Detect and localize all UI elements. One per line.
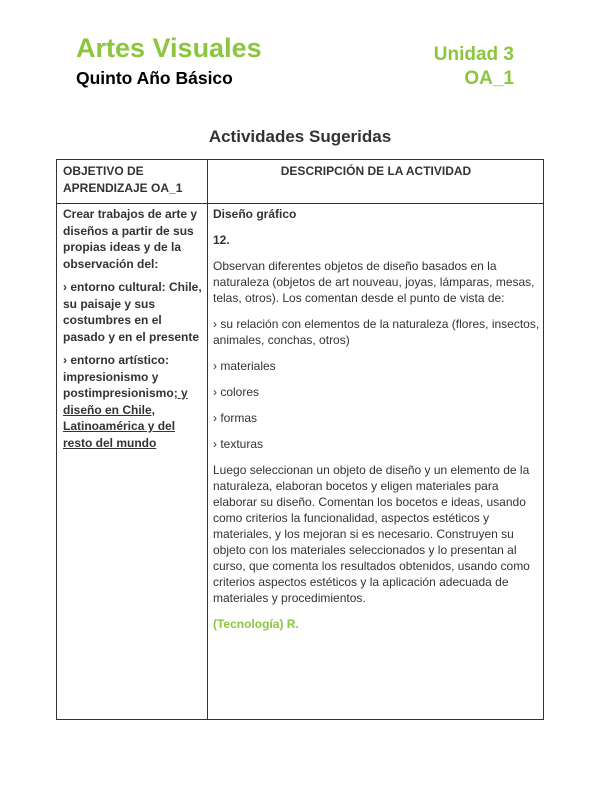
objective-artistic: [63, 352, 204, 451]
page-subtitle: Quinto Año Básico: [76, 68, 233, 88]
table-header-divider: [57, 203, 543, 204]
unit-label: Unidad 3: [433, 44, 514, 65]
objective-cell: [63, 206, 204, 458]
description-cell: [213, 206, 540, 642]
activity-point: › formas: [213, 411, 258, 425]
technology-reference: (Tecnología) R.: [213, 617, 299, 631]
activity-point: › colores: [213, 385, 260, 399]
oa-label: OA_1: [464, 68, 514, 89]
activity-conclusion: Luego seleccionan un objeto de diseño y un elemento de la naturaleza, elaboran bocetos y eligen materiales para elaborar su diseño. Comentan los bocetos e ideas, usando como criterios la funcionalidad, aspectos estéticos y materiales, y los mejoran si es necesario. Construyen su objeto con los materiales seleccionados y lo presentan al curso, que comenta los resultados obtenidos, usando como criterios aspectos estéticos y la aplicación adecuada de materiales y procedimientos.: [213, 463, 530, 605]
section-heading: Actividades Sugeridas: [208, 127, 392, 146]
activity-intro: Observan diferentes objetos de diseño basados en la naturaleza (objetos de art nouveau, joyas, lámparas, mesas, telas, otros). Los comentan desde el punto de vista de:: [213, 259, 535, 305]
objective-intro: Crear trabajos de arte y diseños a partir de sus propias ideas y de la observación del:: [63, 207, 198, 271]
activity-point: › materiales: [213, 359, 276, 373]
activity-title: Diseño gráfico: [213, 207, 297, 221]
activity-point: › texturas: [213, 437, 264, 451]
objective-cultural: › entorno cultural: Chile, su paisaje y sus costumbres en el pasado y en el presente: [63, 280, 202, 344]
activities-table: [56, 159, 544, 720]
table-column-divider: [207, 160, 208, 719]
objective-artistic-main: › entorno artístico: impresionismo y postimpresionismo: [63, 353, 174, 400]
header-objective: OBJETIVO DE APRENDIZAJE OA_1: [63, 164, 183, 195]
objective-artistic-underlined: ; y diseño en Chile, Latinoamérica y del resto del mundo: [63, 386, 188, 450]
activity-point: › su relación con elementos de la naturaleza (flores, insectos, animales, conchas, otros): [213, 317, 540, 347]
page-title: Artes Visuales: [76, 33, 262, 63]
header-description: DESCRIPCIÓN DE LA ACTIVIDAD: [280, 164, 472, 178]
activity-number: 12.: [213, 233, 230, 247]
